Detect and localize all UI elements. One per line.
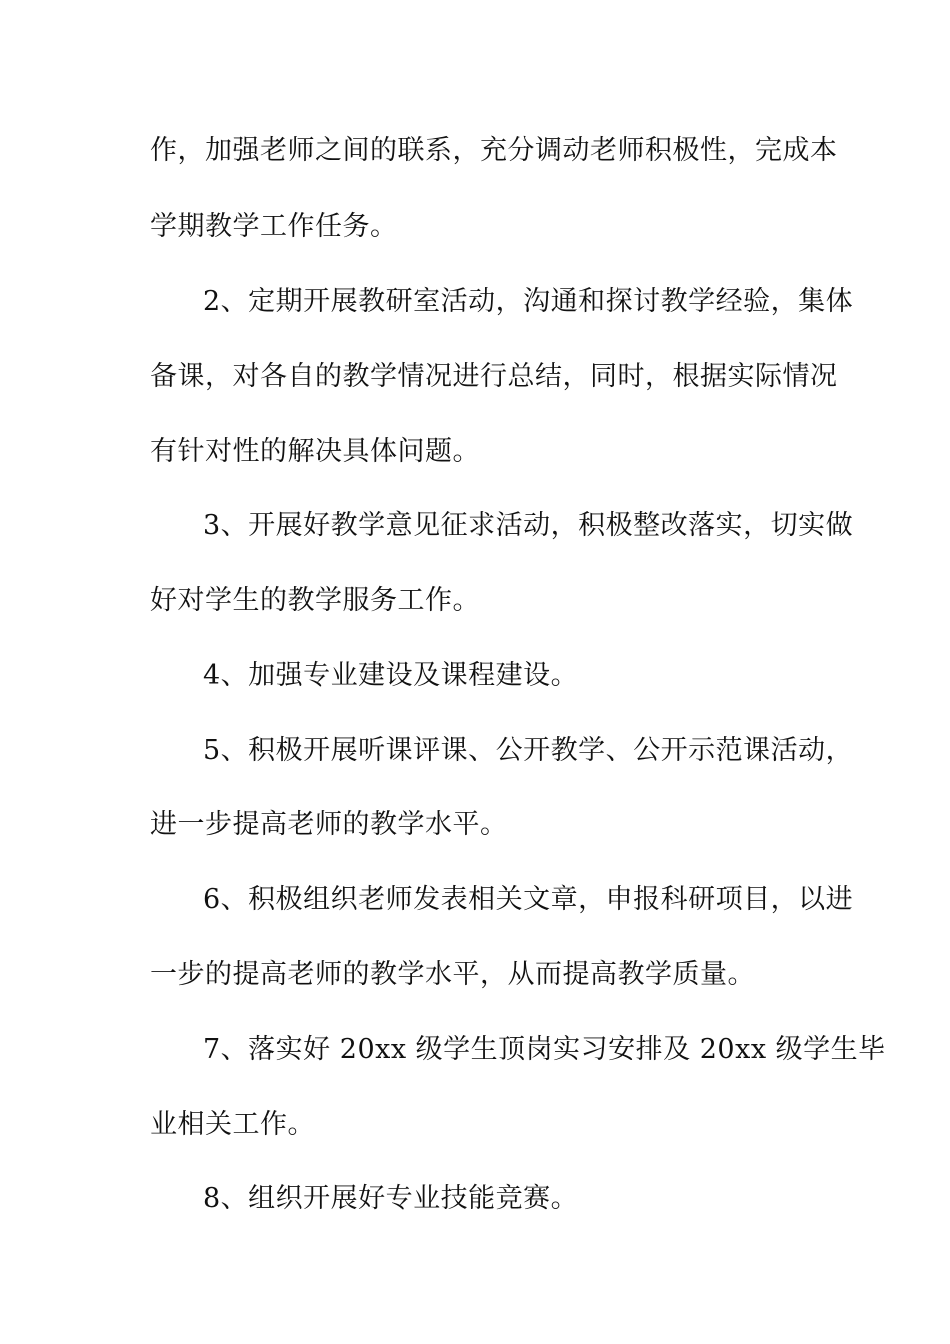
list-item-5-line: 5、积极开展听课评课、公开教学、公开示范课活动， — [203, 735, 854, 766]
list-item-2-line: 有针对性的解决具体问题。 — [150, 436, 480, 467]
list-item-6-line: 6、积极组织老师发表相关文章，申报科研项目，以进 — [203, 884, 854, 915]
list-item-3-line: 3、开展好教学意见征求活动，积极整改落实，切实做 — [203, 510, 854, 541]
list-item-6-line: 一步的提高老师的教学水平，从而提高教学质量。 — [150, 959, 755, 990]
list-item-2-line: 2、定期开展教研室活动，沟通和探讨教学经验，集体 — [203, 286, 854, 317]
list-item-8-line: 8、组织开展好专业技能竞赛。 — [203, 1183, 579, 1214]
list-item-5-line: 进一步提高老师的教学水平。 — [150, 809, 508, 840]
body-text-line: 学期教学工作任务。 — [150, 211, 398, 242]
body-text-line: 作，加强老师之间的联系，充分调动老师积极性，完成本 — [150, 135, 838, 166]
list-item-2-line: 备课，对各自的教学情况进行总结，同时，根据实际情况 — [150, 361, 838, 392]
list-item-4-line: 4、加强专业建设及课程建设。 — [203, 660, 579, 691]
list-item-7-line: 7、落实好 20xx 级学生顶岗实习安排及 20xx 级学生毕 — [203, 1034, 886, 1065]
list-item-7-line: 业相关工作。 — [150, 1109, 315, 1140]
list-item-3-line: 好对学生的教学服务工作。 — [150, 585, 480, 616]
